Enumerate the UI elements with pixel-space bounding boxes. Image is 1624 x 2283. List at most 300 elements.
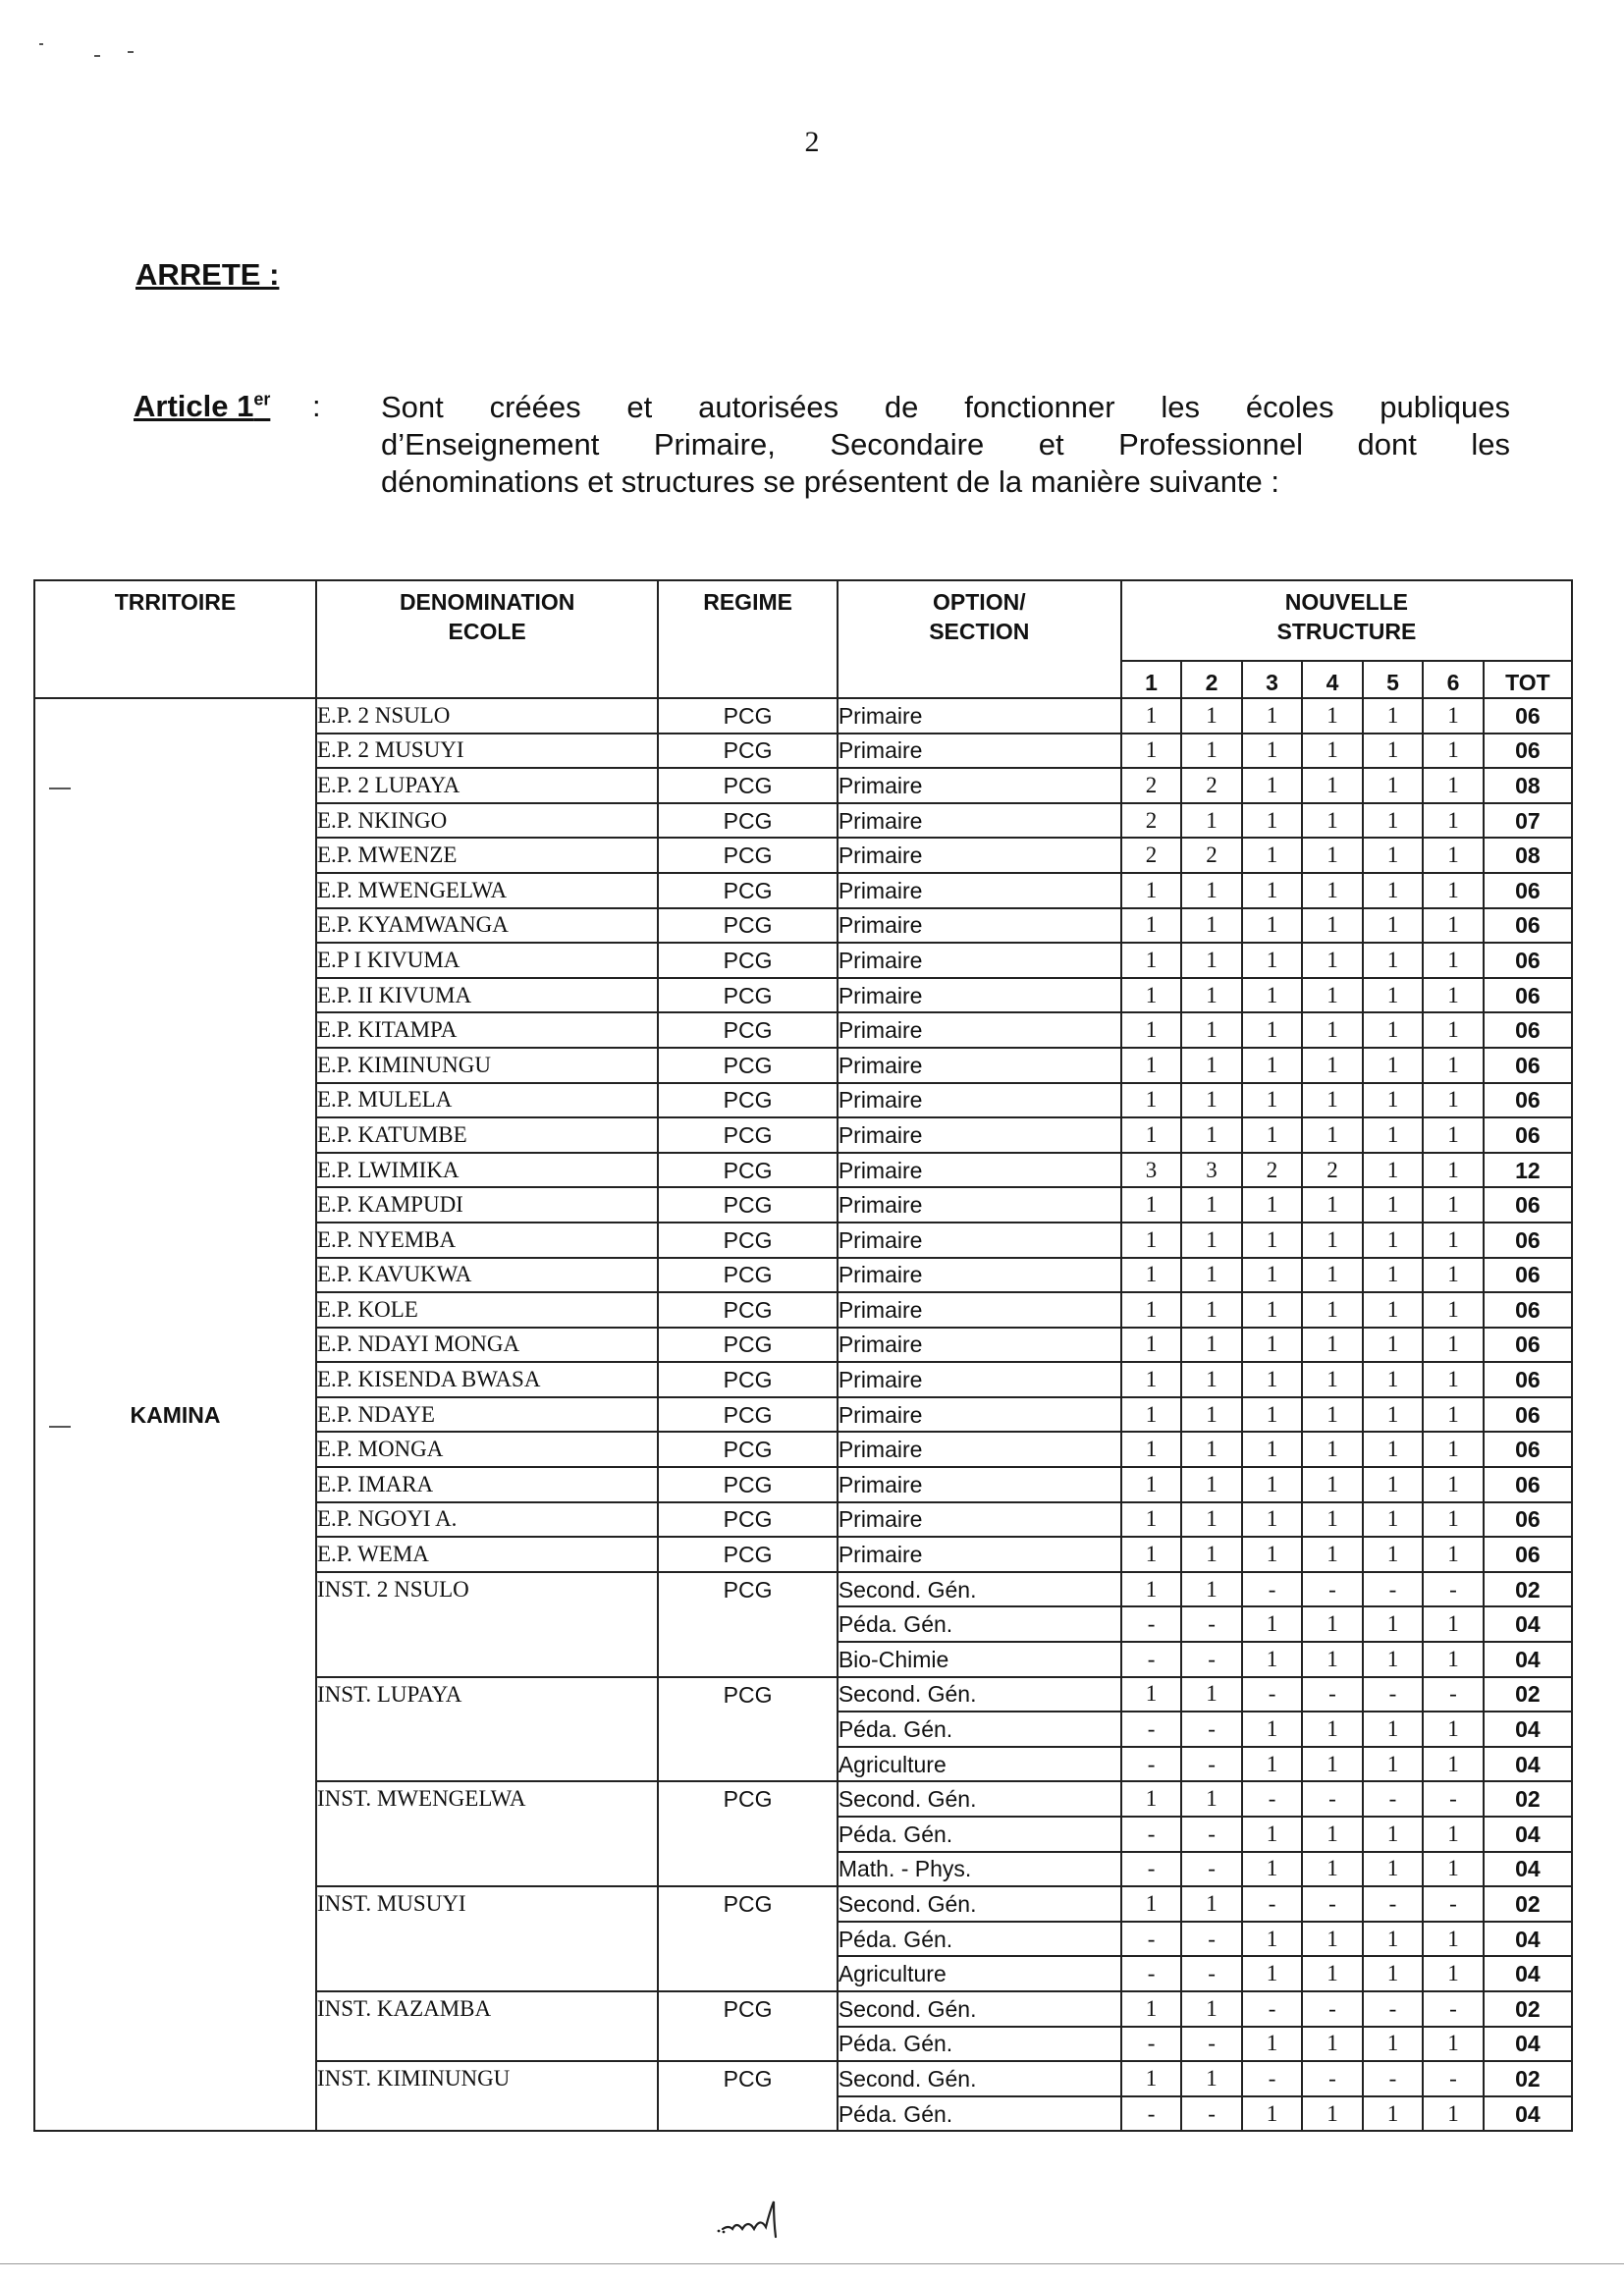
class-count-cell: 1 — [1242, 1117, 1302, 1153]
class-count-cell: 1 — [1302, 2096, 1362, 2132]
class-count-cell: 1 — [1302, 1083, 1362, 1118]
class-count-cell: 1 — [1423, 1922, 1483, 1957]
class-count-cell: 1 — [1242, 1712, 1302, 1747]
option-cell: Primaire — [838, 943, 1121, 978]
total-cell: 02 — [1484, 2061, 1572, 2096]
class-count-cell: 1 — [1181, 1292, 1241, 1328]
class-count-cell: - — [1121, 2096, 1181, 2132]
header-denomination — [316, 580, 658, 698]
class-count-cell: 1 — [1302, 2027, 1362, 2062]
class-count-cell: 3 — [1121, 1153, 1181, 1188]
school-name: E.P. MWENZE — [316, 838, 658, 873]
regime-cell: PCG — [658, 1117, 837, 1153]
regime-cell: PCG — [658, 1467, 837, 1502]
class-count-cell: 1 — [1423, 1852, 1483, 1887]
class-count-cell: 1 — [1242, 2096, 1302, 2132]
class-count-cell: 1 — [1121, 908, 1181, 944]
header-structure-line: STRUCTURE — [1276, 619, 1417, 644]
class-count-cell: 1 — [1121, 1502, 1181, 1538]
regime-cell: PCG — [658, 873, 837, 908]
class-count-cell: 1 — [1242, 768, 1302, 803]
class-count-cell: 2 — [1121, 838, 1181, 873]
total-cell: 06 — [1484, 1537, 1572, 1572]
total-cell: 06 — [1484, 1502, 1572, 1538]
class-count-cell: 1 — [1242, 1922, 1302, 1957]
total-cell: 02 — [1484, 1781, 1572, 1817]
school-name: INST. KIMINUNGU — [316, 2061, 658, 2131]
class-count-cell: 1 — [1242, 1467, 1302, 1502]
class-count-cell: 1 — [1181, 734, 1241, 769]
class-count-cell: 1 — [1363, 1712, 1423, 1747]
regime-cell: PCG — [658, 838, 837, 873]
class-count-cell: - — [1423, 1781, 1483, 1817]
regime-cell: PCG — [658, 1537, 837, 1572]
class-count-cell: - — [1121, 2027, 1181, 2062]
total-cell: 06 — [1484, 1187, 1572, 1223]
class-count-cell: 1 — [1363, 698, 1423, 734]
class-count-cell: - — [1181, 1956, 1241, 1991]
class-count-cell: 1 — [1181, 1432, 1241, 1467]
class-count-cell: 1 — [1242, 803, 1302, 839]
class-count-cell: 1 — [1423, 1817, 1483, 1852]
option-cell: Primaire — [838, 838, 1121, 873]
total-cell: 12 — [1484, 1153, 1572, 1188]
total-cell: 07 — [1484, 803, 1572, 839]
option-cell: Primaire — [838, 1432, 1121, 1467]
class-count-cell: - — [1302, 1991, 1362, 2027]
class-count-cell: 1 — [1423, 1432, 1483, 1467]
class-count-cell: 1 — [1302, 1432, 1362, 1467]
class-count-cell: 1 — [1302, 1922, 1362, 1957]
option-cell: Second. Gén. — [838, 1991, 1121, 2027]
school-name: E.P. KATUMBE — [316, 1117, 658, 1153]
bottom-rule — [0, 2263, 1624, 2264]
class-count-cell: 1 — [1302, 1187, 1362, 1223]
class-count-cell: 1 — [1363, 908, 1423, 944]
class-count-cell: 1 — [1181, 1048, 1241, 1083]
school-name: E.P. MONGA — [316, 1432, 658, 1467]
class-count-cell: 1 — [1423, 1956, 1483, 1991]
class-count-cell: 1 — [1181, 803, 1241, 839]
class-count-cell: 1 — [1181, 1467, 1241, 1502]
class-count-cell: 1 — [1121, 1328, 1181, 1363]
class-count-cell: 1 — [1423, 803, 1483, 839]
class-count-cell: 1 — [1121, 2061, 1181, 2096]
table-header-row — [34, 580, 1572, 661]
class-count-cell: 1 — [1423, 1642, 1483, 1677]
class-count-cell: 2 — [1302, 1153, 1362, 1188]
page-number: 2 — [804, 126, 820, 158]
regime-cell: PCG — [658, 1153, 837, 1188]
option-cell: Péda. Gén. — [838, 1817, 1121, 1852]
option-cell: Primaire — [838, 1537, 1121, 1572]
class-count-cell: - — [1181, 1642, 1241, 1677]
class-count-cell: 2 — [1181, 768, 1241, 803]
option-cell: Primaire — [838, 978, 1121, 1013]
total-cell: 04 — [1484, 1852, 1572, 1887]
class-count-cell: 1 — [1302, 1537, 1362, 1572]
class-count-cell: - — [1121, 1852, 1181, 1887]
class-count-cell: - — [1363, 1886, 1423, 1922]
regime-cell: PCG — [658, 908, 837, 944]
class-count-cell: 1 — [1363, 2096, 1423, 2132]
class-count-cell: 3 — [1181, 1153, 1241, 1188]
class-count-cell: 1 — [1363, 943, 1423, 978]
class-count-cell: 1 — [1363, 1537, 1423, 1572]
header-col-1: 1 — [1121, 661, 1181, 698]
class-count-cell: 1 — [1363, 838, 1423, 873]
regime-cell: PCG — [658, 978, 837, 1013]
option-cell: Primaire — [838, 1467, 1121, 1502]
school-name: E.P. NKINGO — [316, 803, 658, 839]
school-name: E.P. IMARA — [316, 1467, 658, 1502]
class-count-cell: 1 — [1423, 1747, 1483, 1782]
class-count-cell: 1 — [1242, 1956, 1302, 1991]
class-count-cell: 1 — [1363, 1817, 1423, 1852]
total-cell: 04 — [1484, 1817, 1572, 1852]
total-cell: 04 — [1484, 1956, 1572, 1991]
class-count-cell: 1 — [1423, 1292, 1483, 1328]
signature-initials — [715, 2192, 803, 2241]
total-cell: 02 — [1484, 1677, 1572, 1712]
class-count-cell: 1 — [1121, 978, 1181, 1013]
class-count-cell: - — [1242, 1677, 1302, 1712]
class-count-cell: 1 — [1302, 873, 1362, 908]
class-count-cell: 1 — [1302, 978, 1362, 1013]
class-count-cell: 1 — [1121, 1362, 1181, 1397]
territory-cell: KAMINA — [34, 698, 316, 2131]
class-count-cell: - — [1242, 1886, 1302, 1922]
school-name: E.P. KOLE — [316, 1292, 658, 1328]
regime-cell: PCG — [658, 1187, 837, 1223]
decree-heading: ARRETE : — [135, 257, 280, 292]
option-cell: Primaire — [838, 1328, 1121, 1363]
article-text — [381, 389, 1510, 501]
total-cell: 06 — [1484, 1432, 1572, 1467]
class-count-cell: 1 — [1423, 978, 1483, 1013]
class-count-cell: - — [1121, 1817, 1181, 1852]
class-count-cell: 1 — [1121, 1397, 1181, 1433]
class-count-cell: 1 — [1242, 1012, 1302, 1048]
school-name: E.P. KITAMPA — [316, 1012, 658, 1048]
header-col-3: 3 — [1242, 661, 1302, 698]
option-cell: Math. - Phys. — [838, 1852, 1121, 1887]
class-count-cell: 1 — [1302, 1817, 1362, 1852]
option-cell: Primaire — [838, 1362, 1121, 1397]
class-count-cell: 2 — [1181, 838, 1241, 873]
table-body — [34, 698, 1572, 2131]
class-count-cell: 1 — [1302, 1852, 1362, 1887]
class-count-cell: 1 — [1302, 1502, 1362, 1538]
school-name: E.P. 2 NSULO — [316, 698, 658, 734]
class-count-cell: - — [1242, 1572, 1302, 1607]
school-name: E.P. KISENDA BWASA — [316, 1362, 658, 1397]
option-cell: Second. Gén. — [838, 1677, 1121, 1712]
article-label-text: Article 1 — [134, 389, 254, 423]
total-cell: 06 — [1484, 734, 1572, 769]
class-count-cell: 1 — [1242, 1817, 1302, 1852]
option-cell: Second. Gén. — [838, 2061, 1121, 2096]
class-count-cell: 1 — [1302, 1012, 1362, 1048]
class-count-cell: 1 — [1121, 1991, 1181, 2027]
total-cell: 06 — [1484, 698, 1572, 734]
total-cell: 06 — [1484, 1083, 1572, 1118]
class-count-cell: 1 — [1302, 1328, 1362, 1363]
class-count-cell: 1 — [1302, 943, 1362, 978]
class-count-cell: 1 — [1363, 1956, 1423, 1991]
class-count-cell: 1 — [1121, 1258, 1181, 1293]
option-cell: Péda. Gén. — [838, 1712, 1121, 1747]
class-count-cell: 1 — [1242, 1747, 1302, 1782]
article-label — [134, 389, 270, 424]
option-cell: Primaire — [838, 1012, 1121, 1048]
class-count-cell: 1 — [1181, 1117, 1241, 1153]
class-count-cell: 1 — [1363, 1048, 1423, 1083]
total-cell: 06 — [1484, 1223, 1572, 1258]
option-cell: Primaire — [838, 1117, 1121, 1153]
option-cell: Primaire — [838, 1187, 1121, 1223]
class-count-cell: 1 — [1363, 1747, 1423, 1782]
class-count-cell: 1 — [1181, 1886, 1241, 1922]
class-count-cell: 1 — [1363, 1606, 1423, 1642]
class-count-cell: 1 — [1423, 1328, 1483, 1363]
class-count-cell: - — [1181, 1747, 1241, 1782]
option-cell: Primaire — [838, 1153, 1121, 1188]
class-count-cell: 1 — [1363, 1642, 1423, 1677]
class-count-cell: - — [1423, 1572, 1483, 1607]
class-count-cell: 1 — [1423, 2027, 1483, 2062]
option-cell: Péda. Gén. — [838, 1606, 1121, 1642]
class-count-cell: 1 — [1181, 873, 1241, 908]
class-count-cell: 1 — [1302, 1467, 1362, 1502]
class-count-cell: 1 — [1302, 1712, 1362, 1747]
class-count-cell: 1 — [1363, 1292, 1423, 1328]
class-count-cell: 1 — [1363, 1083, 1423, 1118]
class-count-cell: 1 — [1423, 1153, 1483, 1188]
option-cell: Primaire — [838, 908, 1121, 944]
total-cell: 04 — [1484, 2096, 1572, 2132]
total-cell: 02 — [1484, 1886, 1572, 1922]
option-cell: Agriculture — [838, 1747, 1121, 1782]
article-text-line: Sont créées et autorisées de fonctionner les écoles publiques — [381, 390, 1510, 424]
class-count-cell: 1 — [1181, 1572, 1241, 1607]
class-count-cell: - — [1121, 1922, 1181, 1957]
class-count-cell: - — [1121, 1606, 1181, 1642]
total-cell: 06 — [1484, 1012, 1572, 1048]
class-count-cell: 1 — [1242, 1502, 1302, 1538]
class-count-cell: 1 — [1121, 1781, 1181, 1817]
class-count-cell: 1 — [1121, 873, 1181, 908]
regime-cell: PCG — [658, 943, 837, 978]
class-count-cell: 1 — [1363, 1362, 1423, 1397]
class-count-cell: 1 — [1121, 1048, 1181, 1083]
header-col-2: 2 — [1181, 661, 1241, 698]
class-count-cell: 1 — [1423, 1606, 1483, 1642]
class-count-cell: 1 — [1302, 1048, 1362, 1083]
class-count-cell: 1 — [1121, 1012, 1181, 1048]
class-count-cell: 1 — [1363, 978, 1423, 1013]
regime-cell: PCG — [658, 1223, 837, 1258]
total-cell: 06 — [1484, 1362, 1572, 1397]
class-count-cell: - — [1121, 1642, 1181, 1677]
class-count-cell: - — [1242, 1781, 1302, 1817]
school-name: INST. MUSUYI — [316, 1886, 658, 1991]
class-count-cell: 1 — [1121, 1432, 1181, 1467]
class-count-cell: 1 — [1423, 768, 1483, 803]
class-count-cell: 1 — [1242, 1852, 1302, 1887]
class-count-cell: 1 — [1363, 1117, 1423, 1153]
school-name: E.P. KAVUKWA — [316, 1258, 658, 1293]
class-count-cell: 1 — [1363, 803, 1423, 839]
school-name: E.P I KIVUMA — [316, 943, 658, 978]
class-count-cell: 1 — [1423, 1012, 1483, 1048]
class-count-cell: 1 — [1242, 1537, 1302, 1572]
regime-cell: PCG — [658, 1397, 837, 1433]
class-count-cell: 1 — [1302, 1292, 1362, 1328]
class-count-cell: 1 — [1423, 734, 1483, 769]
class-count-cell: 1 — [1423, 1187, 1483, 1223]
school-name: E.P. II KIVUMA — [316, 978, 658, 1013]
class-count-cell: 1 — [1363, 1153, 1423, 1188]
class-count-cell: 1 — [1363, 1852, 1423, 1887]
school-name: E.P. WEMA — [316, 1537, 658, 1572]
regime-cell: PCG — [658, 1781, 837, 1886]
total-cell: 06 — [1484, 1258, 1572, 1293]
class-count-cell: 1 — [1242, 1223, 1302, 1258]
class-count-cell: 1 — [1181, 1781, 1241, 1817]
school-name: INST. MWENGELWA — [316, 1781, 658, 1886]
school-name: E.P. KYAMWANGA — [316, 908, 658, 944]
class-count-cell: - — [1423, 1886, 1483, 1922]
school-name: INST. LUPAYA — [316, 1677, 658, 1782]
class-count-cell: - — [1302, 1677, 1362, 1712]
class-count-cell: 1 — [1242, 2027, 1302, 2062]
class-count-cell: - — [1363, 1677, 1423, 1712]
class-count-cell: - — [1181, 1922, 1241, 1957]
class-count-cell: - — [1423, 1677, 1483, 1712]
option-cell: Primaire — [838, 873, 1121, 908]
regime-cell: PCG — [658, 1432, 837, 1467]
total-cell: 06 — [1484, 873, 1572, 908]
class-count-cell: - — [1121, 1712, 1181, 1747]
class-count-cell: 1 — [1181, 978, 1241, 1013]
header-denomination-line: ECOLE — [448, 619, 526, 644]
class-count-cell: - — [1363, 1781, 1423, 1817]
school-name: E.P. NDAYI MONGA — [316, 1328, 658, 1363]
regime-cell: PCG — [658, 734, 837, 769]
class-count-cell: 1 — [1181, 2061, 1241, 2096]
class-count-cell: 1 — [1181, 1187, 1241, 1223]
class-count-cell: 1 — [1302, 838, 1362, 873]
class-count-cell: 1 — [1423, 2096, 1483, 2132]
class-count-cell: - — [1363, 1572, 1423, 1607]
header-territoire: TRRITOIRE — [34, 580, 316, 698]
option-cell: Bio-Chimie — [838, 1642, 1121, 1677]
regime-cell: PCG — [658, 1991, 837, 2061]
option-cell: Péda. Gén. — [838, 2096, 1121, 2132]
class-count-cell: 1 — [1242, 1292, 1302, 1328]
class-count-cell: 1 — [1121, 1292, 1181, 1328]
regime-cell: PCG — [658, 1258, 837, 1293]
class-count-cell: 1 — [1302, 1642, 1362, 1677]
class-count-cell: - — [1121, 1747, 1181, 1782]
class-count-cell: 1 — [1242, 1397, 1302, 1433]
header-denomination-line: DENOMINATION — [399, 589, 575, 615]
article-label-sup: er — [253, 389, 271, 409]
school-name: E.P. MULELA — [316, 1083, 658, 1118]
header-regime: REGIME — [658, 580, 837, 698]
header-nouvelle-structure — [1121, 580, 1572, 661]
regime-cell: PCG — [658, 1677, 837, 1782]
option-cell: Second. Gén. — [838, 1781, 1121, 1817]
option-cell: Second. Gén. — [838, 1572, 1121, 1607]
school-name: E.P. KIMINUNGU — [316, 1048, 658, 1083]
option-cell: Primaire — [838, 698, 1121, 734]
class-count-cell: 1 — [1242, 943, 1302, 978]
class-count-cell: 1 — [1363, 1502, 1423, 1538]
class-count-cell: - — [1242, 1991, 1302, 2027]
class-count-cell: 1 — [1302, 1223, 1362, 1258]
class-count-cell: 1 — [1423, 873, 1483, 908]
regime-cell: PCG — [658, 698, 837, 734]
table-row — [34, 698, 1572, 734]
schools-table — [33, 579, 1573, 2132]
school-name: E.P. MWENGELWA — [316, 873, 658, 908]
class-count-cell: 1 — [1242, 1328, 1302, 1363]
class-count-cell: 1 — [1363, 734, 1423, 769]
class-count-cell: 1 — [1363, 1397, 1423, 1433]
total-cell: 04 — [1484, 1642, 1572, 1677]
option-cell: Péda. Gén. — [838, 2027, 1121, 2062]
total-cell: 08 — [1484, 838, 1572, 873]
header-col-4: 4 — [1302, 661, 1362, 698]
regime-cell: PCG — [658, 1012, 837, 1048]
class-count-cell: 1 — [1242, 838, 1302, 873]
class-count-cell: 1 — [1423, 1467, 1483, 1502]
class-count-cell: 1 — [1181, 1083, 1241, 1118]
class-count-cell: 1 — [1302, 1747, 1362, 1782]
total-cell: 04 — [1484, 1747, 1572, 1782]
total-cell: 06 — [1484, 943, 1572, 978]
class-count-cell: 1 — [1121, 1467, 1181, 1502]
total-cell: 02 — [1484, 1991, 1572, 2027]
class-count-cell: 1 — [1242, 734, 1302, 769]
option-cell: Primaire — [838, 768, 1121, 803]
class-count-cell: 1 — [1242, 873, 1302, 908]
option-cell: Primaire — [838, 1502, 1121, 1538]
school-name: E.P. NYEMBA — [316, 1223, 658, 1258]
class-count-cell: 1 — [1363, 768, 1423, 803]
class-count-cell: 1 — [1121, 1572, 1181, 1607]
class-count-cell: - — [1181, 1817, 1241, 1852]
total-cell: 06 — [1484, 1292, 1572, 1328]
class-count-cell: 1 — [1423, 1048, 1483, 1083]
class-count-cell: 1 — [1181, 1258, 1241, 1293]
class-count-cell: 1 — [1181, 1502, 1241, 1538]
class-count-cell: 1 — [1181, 698, 1241, 734]
class-count-cell: 1 — [1121, 734, 1181, 769]
regime-cell: PCG — [658, 2061, 837, 2131]
class-count-cell: 1 — [1363, 1223, 1423, 1258]
regime-cell: PCG — [658, 768, 837, 803]
class-count-cell: 1 — [1302, 908, 1362, 944]
class-count-cell: 1 — [1423, 1502, 1483, 1538]
class-count-cell: 1 — [1121, 1083, 1181, 1118]
class-count-cell: 1 — [1302, 1362, 1362, 1397]
class-count-cell: 1 — [1423, 908, 1483, 944]
class-count-cell: 1 — [1423, 943, 1483, 978]
option-cell: Agriculture — [838, 1956, 1121, 1991]
